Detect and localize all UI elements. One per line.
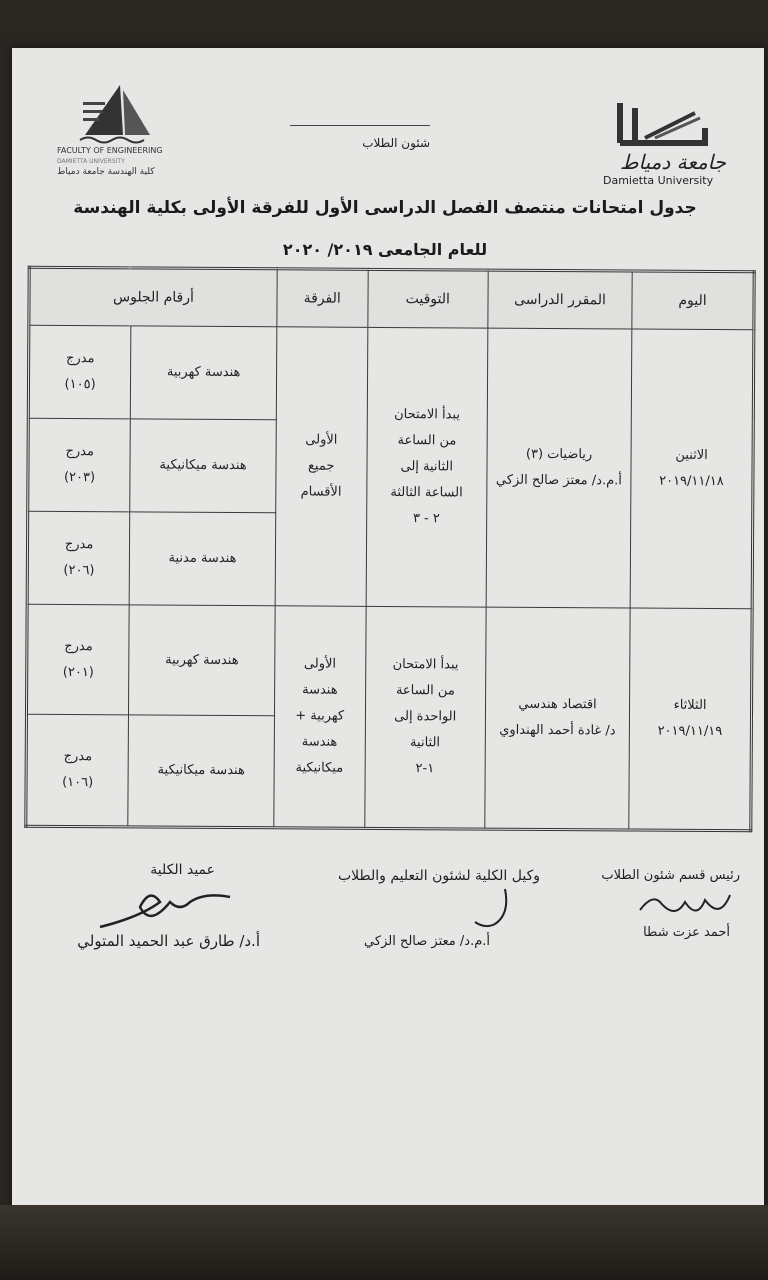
signature-name: أ.د/ طارق عبد الحميد المتولي bbox=[77, 932, 260, 950]
header-course: المقرر الدراسى bbox=[488, 270, 632, 329]
hall-cell bbox=[26, 604, 129, 715]
group-line: هندسة bbox=[301, 734, 338, 750]
day-cell bbox=[630, 329, 754, 609]
hall-number: (١٠٦) bbox=[62, 775, 94, 791]
time-line: الثانية bbox=[410, 735, 441, 751]
day-date: ٢٠١٩/١١/١٩ bbox=[657, 723, 723, 740]
time-cell bbox=[366, 327, 488, 607]
time-line: الساعة الثالثة bbox=[390, 485, 463, 501]
faculty-en-name: FACULTY OF ENGINEERING bbox=[57, 146, 163, 155]
group-cell bbox=[274, 606, 366, 829]
group-line: جميع bbox=[307, 458, 335, 474]
hall-label: مدرج bbox=[64, 638, 93, 654]
hall-number: (٢٠١) bbox=[62, 664, 94, 680]
hall-number: (١٠٥) bbox=[64, 377, 96, 393]
table-header-row bbox=[29, 267, 754, 329]
signature-name: أ.م.د/ معتز صالح الزكي bbox=[364, 934, 490, 949]
course-cell bbox=[486, 328, 632, 608]
department-cell: هندسة ميكانيكية bbox=[128, 715, 274, 828]
course-instructor: أ.م.د/ معتز صالح الزكي bbox=[495, 472, 622, 489]
day-date: ٢٠١٩/١١/١٨ bbox=[659, 473, 724, 490]
hall-label: مدرج bbox=[64, 537, 94, 553]
university-en-name: Damietta University bbox=[603, 174, 714, 187]
group-line: الأولى bbox=[305, 432, 338, 448]
header-day: اليوم bbox=[632, 271, 754, 330]
group-line: هندسة bbox=[302, 682, 338, 698]
hall-label: مدرج bbox=[65, 444, 94, 460]
course-cell bbox=[485, 607, 630, 830]
group-line: ميكانيكية bbox=[295, 760, 344, 776]
header-time: التوقيت bbox=[367, 269, 488, 328]
course-name: اقتصاد هندسي bbox=[518, 696, 597, 713]
hall-cell bbox=[28, 418, 131, 512]
time-cell bbox=[364, 606, 486, 829]
hall-label: مدرج bbox=[63, 749, 93, 765]
time-line: من الساعة bbox=[395, 683, 455, 699]
document-subtitle: للعام الجامعى ٢٠١٩/ ٢٠٢٠ bbox=[282, 240, 488, 259]
group-line: الأقسام bbox=[300, 484, 342, 500]
time-line: يبدأ الامتحان bbox=[392, 657, 459, 673]
course-name: رياضيات (٣) bbox=[525, 446, 593, 463]
department-cell: هندسة كهربية bbox=[131, 326, 277, 420]
department-cell: هندسة كهربية bbox=[129, 605, 275, 716]
handwritten-signature-icon bbox=[460, 884, 540, 934]
hall-number: (٢٠٣) bbox=[63, 470, 96, 486]
background-shadow bbox=[0, 1205, 768, 1280]
handwritten-signature-icon bbox=[80, 882, 260, 932]
time-line: يبدأ الامتحان bbox=[394, 407, 461, 423]
day-cell bbox=[629, 608, 752, 831]
time-line: ١-٢ bbox=[415, 761, 435, 777]
department-cell: هندسة مدنية bbox=[129, 512, 275, 606]
header-group: الفرقة bbox=[277, 269, 368, 328]
faculty-text bbox=[57, 145, 177, 178]
table-row bbox=[26, 604, 752, 718]
day-name: الاثنين bbox=[675, 447, 708, 463]
department-cell: هندسة ميكانيكية bbox=[130, 419, 276, 513]
group-line: الأولى bbox=[303, 656, 337, 672]
signature-title: وكيل الكلية لشئون التعليم والطلاب bbox=[337, 868, 540, 884]
faculty-ar-name: كلية الهندسة جامعة دمياط bbox=[57, 167, 155, 177]
handwritten-signature-icon bbox=[620, 885, 740, 925]
document-title: جدول امتحانات منتصف الفصل الدراسى الأول للفرقة الأولى بكلية الهندسة bbox=[73, 198, 697, 218]
university-ar-name: جامعة دمياط bbox=[620, 150, 727, 174]
day-name: الثلاثاء bbox=[673, 697, 707, 713]
signature-dean bbox=[25, 862, 260, 950]
hall-number: (٢٠٦) bbox=[63, 563, 95, 579]
hall-cell bbox=[27, 511, 130, 605]
hall-cell bbox=[26, 714, 129, 827]
course-instructor: د/ غادة أحمد الهنداوي bbox=[499, 722, 616, 739]
signature-vice-dean bbox=[290, 868, 540, 949]
faculty-en-university: DAMIETTA UNIVERSITY bbox=[57, 158, 125, 165]
group-line: كهربية + bbox=[295, 708, 345, 724]
exam-schedule-table bbox=[24, 266, 755, 832]
hall-cell bbox=[28, 325, 131, 419]
department-label: شئون الطلاب bbox=[290, 125, 430, 150]
time-line: من الساعة bbox=[397, 433, 457, 449]
group-cell bbox=[275, 327, 367, 607]
signature-title: عميد الكلية bbox=[150, 862, 215, 878]
hall-label: مدرج bbox=[66, 351, 95, 367]
time-line: الواحدة إلى bbox=[394, 709, 457, 725]
signature-title: رئيس قسم شئون الطلاب bbox=[601, 868, 740, 883]
signature-student-affairs bbox=[560, 868, 740, 940]
time-line: ٢ - ٣ bbox=[412, 511, 440, 527]
table-row bbox=[28, 325, 754, 422]
signature-name: أحمد عزت شطا bbox=[643, 925, 730, 940]
faculty-logo-icon bbox=[45, 80, 175, 200]
time-line: الثانية إلى bbox=[400, 459, 454, 475]
header-seats: أرقام الجلوس bbox=[29, 267, 277, 327]
